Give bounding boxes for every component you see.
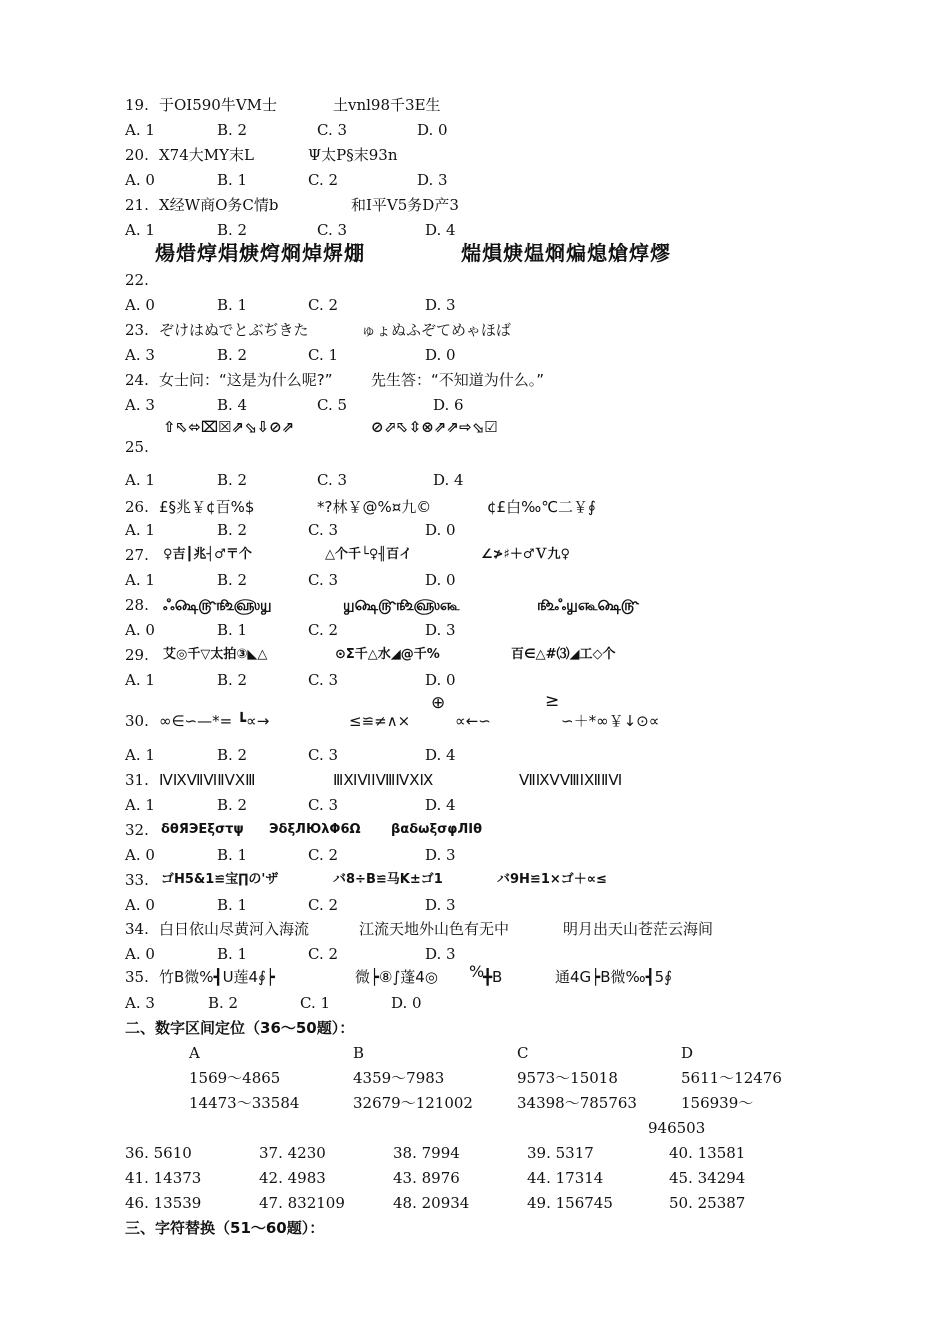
option-d[interactable]: D. 0 [425, 571, 456, 589]
range-a-1: 1569～4865 [189, 1069, 281, 1087]
option-b[interactable]: B. 2 [217, 346, 248, 364]
option-b[interactable]: B. 2 [217, 796, 248, 814]
option-d[interactable]: D. 4 [425, 221, 456, 239]
option-d[interactable]: D. 3 [417, 171, 448, 189]
superscript-b: ⊕ [431, 693, 446, 713]
option-d[interactable]: D. 0 [417, 121, 448, 139]
string-b: ௶௸௹௺௵௷ [343, 596, 460, 614]
question-number: 27. [125, 546, 149, 564]
range-d-2: 156939～ [681, 1094, 754, 1112]
option-d[interactable]: D. 4 [425, 796, 456, 814]
string-c: ∠≯♯＋♂Ｖ九♀ [481, 547, 571, 562]
string-a: £§兆￥¢百%$ [159, 498, 255, 516]
option-b[interactable]: B. 1 [217, 945, 248, 963]
option-d[interactable]: D. 3 [425, 846, 456, 864]
range-d-1: 5611～12476 [681, 1069, 782, 1087]
option-c[interactable]: C. 2 [308, 945, 339, 963]
number-item: 38. 7994 [393, 1144, 460, 1162]
option-c[interactable]: C. 3 [308, 746, 339, 764]
question-number: 30. [125, 712, 149, 730]
number-item: 49. 156745 [527, 1194, 613, 1212]
string-b: 微┝⑧∫蓬4◎ [355, 968, 438, 986]
option-d[interactable]: D. 3 [425, 621, 456, 639]
range-label-b: B [353, 1044, 365, 1062]
option-b[interactable]: B. 2 [217, 746, 248, 764]
number-item: 45. 34294 [669, 1169, 746, 1187]
string-b: 先生答：“不知道为什么。” [371, 371, 545, 389]
question-number: 24. [125, 371, 149, 389]
option-a[interactable]: A. 1 [125, 671, 155, 689]
option-b[interactable]: B. 2 [217, 471, 248, 489]
number-item: 36. 5610 [125, 1144, 192, 1162]
string-b: ⅢⅪⅥⅠⅧⅣⅩⅨ [333, 771, 434, 789]
question-number: 29. [125, 646, 149, 664]
string-a: ⇧⬁⬄⌧☒⇗⬂⇩⊘⇗ [163, 418, 295, 436]
number-item: 50. 25387 [669, 1194, 746, 1212]
string-a: ゴH5&1≌宝∏の'ザ [161, 872, 279, 887]
option-c[interactable]: C. 5 [317, 396, 348, 414]
option-b[interactable]: B. 4 [217, 396, 248, 414]
option-a[interactable]: A. 1 [125, 796, 155, 814]
string-c: 明月出天山苍茫云海间 [563, 920, 714, 938]
option-c[interactable]: C. 3 [308, 796, 339, 814]
option-a[interactable]: A. 1 [125, 746, 155, 764]
option-c[interactable]: C. 3 [317, 121, 348, 139]
option-b[interactable]: B. 1 [217, 846, 248, 864]
number-item: 46. 13539 [125, 1194, 202, 1212]
option-d[interactable]: D. 3 [425, 945, 456, 963]
option-a[interactable]: A. 3 [125, 994, 155, 1012]
number-item: 37. 4230 [259, 1144, 326, 1162]
string-b: 土vnl98千3E生 [333, 96, 441, 114]
string-b-tail: ╋B [483, 968, 503, 986]
string-a: 艾◎千▽太拍③◣△ [163, 647, 268, 662]
string-b: バ8÷B≌马K±ゴ1 [333, 872, 443, 887]
option-a[interactable]: A. 0 [125, 846, 155, 864]
string-c: ௺ஃ௶௷௸௹ [537, 596, 639, 614]
question-number: 34. [125, 920, 149, 938]
question-number: 20. [125, 146, 149, 164]
range-b-1: 4359～7983 [353, 1069, 445, 1087]
string-b: 江流天地外山色有无中 [359, 920, 510, 938]
string-b: *?林￥@%¤九© [317, 498, 432, 516]
range-a-2: 14473～33584 [189, 1094, 300, 1112]
string-a: ∞∈∽—*= ┗∝→ [159, 712, 270, 730]
option-a[interactable]: A. 1 [125, 571, 155, 589]
string-a: ♀吉┃兆┤♂〒个 [163, 547, 252, 562]
question-number: 21. [125, 196, 149, 214]
option-a[interactable]: A. 1 [125, 521, 155, 539]
option-d[interactable]: D. 0 [425, 521, 456, 539]
option-a[interactable]: A. 0 [125, 171, 155, 189]
string-a: ぞけはぬでとぶぢきた [159, 321, 309, 339]
option-d[interactable]: D. 4 [433, 471, 464, 489]
option-a[interactable]: A. 1 [125, 121, 155, 139]
question-number: 32. [125, 821, 149, 839]
number-item: 39. 5317 [527, 1144, 594, 1162]
option-b[interactable]: B. 2 [217, 521, 248, 539]
option-c[interactable]: C. 3 [317, 221, 348, 239]
option-b[interactable]: B. 1 [217, 896, 248, 914]
string-b: 和I平V5务D产3 [351, 196, 459, 214]
string-c: バ9H≌1×ゴ＋∝≤ [497, 872, 607, 887]
question-number: 31. [125, 771, 149, 789]
string-b: △个千└♀╢百イ [325, 547, 413, 562]
question-number: 19. [125, 96, 149, 114]
range-label-a: A [189, 1044, 200, 1062]
string-b: ≤≌≠∧× [349, 712, 411, 730]
number-item: 42. 4983 [259, 1169, 326, 1187]
option-c[interactable]: C. 2 [308, 171, 339, 189]
string-b: ⊙Σ千△水◢@千% [335, 647, 440, 662]
option-a[interactable]: A. 1 [125, 221, 155, 239]
question-number: 23. [125, 321, 149, 339]
option-c[interactable]: C. 2 [308, 621, 339, 639]
question-number: 26. [125, 498, 149, 516]
question-number: 22. [125, 271, 149, 289]
option-d[interactable]: D. 6 [433, 396, 464, 414]
string-b: 煓熉焿煴烱煸熄熗焞熮 [461, 241, 671, 265]
string-a: X经W商O务C情b [159, 196, 279, 214]
string-a: 煬焟焞焆焿焪烱焯焺焩 [155, 241, 365, 265]
option-b[interactable]: B. 1 [217, 621, 248, 639]
number-item: 43. 8976 [393, 1169, 460, 1187]
question-number: 28. [125, 596, 149, 614]
option-d[interactable]: D. 0 [425, 671, 456, 689]
range-c-1: 9573～15018 [517, 1069, 618, 1087]
option-a[interactable]: A. 1 [125, 471, 155, 489]
option-c[interactable]: C. 2 [308, 896, 339, 914]
string-b: ЭδξЛЮλΦ6Ω [269, 822, 361, 837]
string-b-tail: ∝←∽ [455, 712, 491, 730]
range-c-2: 34398～785763 [517, 1094, 637, 1112]
option-a[interactable]: A. 0 [125, 945, 155, 963]
number-item: 47. 832109 [259, 1194, 345, 1212]
range-label-c: C [517, 1044, 529, 1062]
superscript-b: % [469, 962, 485, 981]
option-b[interactable]: B. 2 [217, 571, 248, 589]
option-c[interactable]: C. 3 [308, 521, 339, 539]
string-c: ∽＋*∞￥↓⊙∝ [561, 712, 660, 730]
string-a: 女士问：“这是为什么呢?” [159, 371, 333, 389]
string-a: 于OI590牛VM士 [159, 96, 278, 114]
number-item: 40. 13581 [669, 1144, 746, 1162]
string-b: Ψ太P§末93n [308, 146, 398, 164]
number-item: 48. 20934 [393, 1194, 470, 1212]
range-label-d: D [681, 1044, 694, 1062]
option-a[interactable]: A. 0 [125, 896, 155, 914]
question-number: 33. [125, 871, 149, 889]
string-b: ゅょぬふぞてめゃほば [361, 321, 511, 339]
option-c[interactable]: C. 3 [308, 571, 339, 589]
string-a: 白日依山尽黄河入海流 [159, 920, 310, 938]
option-b[interactable]: B. 2 [217, 221, 248, 239]
string-c: βαδωξσφЛΙθ [391, 822, 483, 837]
option-d[interactable]: D. 3 [425, 296, 456, 314]
string-a: δθЯЭЕξστψ [161, 822, 244, 837]
string-c: 通4G┝B微‰┫5∮ [555, 968, 673, 986]
range-b-2: 32679～121002 [353, 1094, 473, 1112]
string-b: ⊘⬀⬁⇳⊗⇗⇗⇨⬂☑ [371, 418, 498, 436]
option-d[interactable]: D. 3 [425, 896, 456, 914]
option-c[interactable]: C. 3 [317, 471, 348, 489]
option-b[interactable]: B. 2 [217, 121, 248, 139]
string-c: ⅦⅨⅤⅧⅠⅫⅡⅥ [519, 771, 623, 789]
option-a[interactable]: A. 3 [125, 396, 155, 414]
option-c[interactable]: C. 3 [308, 671, 339, 689]
string-a: 竹B微%┫U莲4∮┝ [159, 968, 275, 986]
option-c[interactable]: C. 2 [308, 846, 339, 864]
number-item: 41. 14373 [125, 1169, 202, 1187]
option-d[interactable]: D. 4 [425, 746, 456, 764]
string-a: X74大MY末L [159, 146, 254, 164]
section-title: 三、字符替换（51～60题）： [125, 1219, 325, 1237]
range-d-3: 946503 [648, 1119, 706, 1137]
option-a[interactable]: A. 0 [125, 296, 155, 314]
option-b[interactable]: B. 1 [217, 296, 248, 314]
section-title: 二、数字区间定位（36～50题）： [125, 1019, 355, 1037]
string-c: 百∈△#⑶◢工◇个 [511, 647, 616, 662]
superscript-c: ≥ [545, 691, 560, 711]
question-number: 35. [125, 968, 149, 986]
option-c[interactable]: C. 2 [308, 296, 339, 314]
option-a[interactable]: A. 0 [125, 621, 155, 639]
option-a[interactable]: A. 3 [125, 346, 155, 364]
number-item: 44. 17314 [527, 1169, 604, 1187]
option-c[interactable]: C. 1 [308, 346, 339, 364]
option-d[interactable]: D. 0 [391, 994, 422, 1012]
string-a: ஃ௸௹௺௵௶ [163, 596, 272, 614]
option-c[interactable]: C. 1 [300, 994, 331, 1012]
option-b[interactable]: B. 2 [217, 671, 248, 689]
option-d[interactable]: D. 0 [425, 346, 456, 364]
option-b[interactable]: B. 1 [217, 171, 248, 189]
string-a: ⅣⅨⅦⅥⅡⅤⅩⅢ [159, 771, 256, 789]
option-b[interactable]: B. 2 [208, 994, 239, 1012]
question-number: 25. [125, 438, 149, 456]
string-c: ¢£白‰℃二￥∮ [487, 498, 596, 516]
